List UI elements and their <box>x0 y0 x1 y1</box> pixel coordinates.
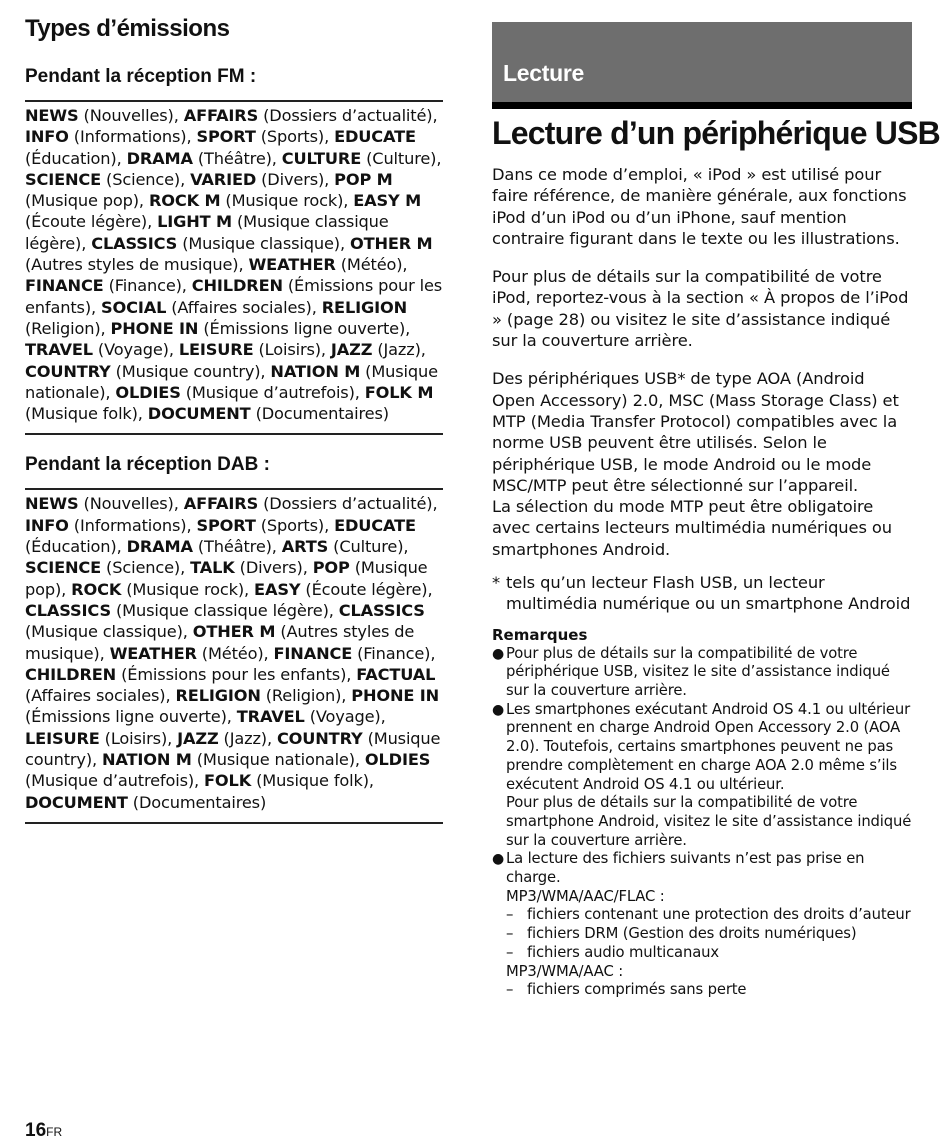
genre-code: FINANCE <box>273 643 353 663</box>
genre-description: (Musique pop), <box>25 191 149 211</box>
paragraph-ipod: Dans ce mode d’emploi, « iPod » est utilisé pour faire référence, de manière générale, aux fonctions iPod d’un iPod ou d’un iPhone, sauf mention contraire figurant dans le texte ou les illustrations. <box>492 165 907 248</box>
format-group-label: MP3/WMA/AAC : <box>506 962 624 980</box>
dash-mark: – <box>506 981 514 999</box>
genre-code: ARTS <box>281 537 329 557</box>
genre-code: WEATHER <box>109 643 197 663</box>
remark-text: Pour plus de détails sur la compatibilité de votre périphérique USB, visitez le site d’assistance indiqué sur la couverture arrière. <box>506 644 890 700</box>
paragraph-mtp: La sélection du mode MTP peut être obligatoire avec certains lecteurs multimédia numériques ou smartphones Android. <box>492 497 892 559</box>
genre-code: TRAVEL <box>25 340 93 360</box>
genre-description: (Musique classique légère), <box>25 212 389 253</box>
genre-description: (Voyage), <box>304 707 386 727</box>
genre-code: CHILDREN <box>25 664 117 684</box>
genre-description: (Musique pop), <box>25 558 428 599</box>
genre-description: (Musique rock), <box>121 579 255 599</box>
dash-mark: – <box>506 906 514 924</box>
genre-description: (Musique rock), <box>220 191 354 211</box>
genre-code: ROCK M <box>148 191 221 211</box>
remark-item <box>492 850 912 1000</box>
genre-code: EASY <box>254 579 301 599</box>
genre-description: (Autres styles de musique), <box>25 622 415 663</box>
genre-description: (Voyage), <box>92 340 179 360</box>
right-column <box>492 22 940 1000</box>
genre-code: POP <box>312 558 350 578</box>
genre-code: DOCUMENT <box>25 792 128 812</box>
genre-description: (Météo), <box>196 643 274 663</box>
genre-description: (Jazz), <box>218 728 277 748</box>
genre-code: OTHER M <box>349 233 433 253</box>
genre-description: (Affaires sociales), <box>166 297 322 317</box>
footnote-text: tels qu’un lecteur Flash USB, un lecteur multimédia numérique ou un smartphone Android <box>506 573 911 614</box>
genre-code: EASY M <box>353 191 422 211</box>
unsupported-text: fichiers audio multicanaux <box>527 943 719 961</box>
genre-description: (Science), <box>101 169 191 189</box>
bullet-icon: ● <box>492 851 505 868</box>
genre-code: PHONE IN <box>110 318 199 338</box>
genre-description: (Musique country), <box>25 728 441 770</box>
fm-heading: Pendant la réception FM : <box>25 66 257 87</box>
paragraph-usb: Des périphériques USB* de type AOA (Android Open Accessory) 2.0, MSC (Mass Storage Class) et MTP (Media Transfer Protocol) compatibles avec la norme USB peuvent être utilisés. Selon le périphérique USB, le mode Android ou le mode MSC/MTP peut être sélectionné sur l’appareil. <box>492 369 899 495</box>
genre-description: (Écoute légère), <box>25 212 158 232</box>
genre-code: JAZZ <box>330 340 373 360</box>
genre-code: COUNTRY <box>276 728 363 748</box>
unsupported-item <box>506 925 912 944</box>
genre-code: FINANCE <box>25 276 104 296</box>
genre-description: (Sports), <box>255 127 335 147</box>
genre-description: (Musique d’autrefois), <box>25 771 205 791</box>
genre-description: (Musique nationale), <box>25 361 438 402</box>
genre-code: DOCUMENT <box>147 404 251 424</box>
unsupported-text: fichiers comprimés sans perte <box>527 981 747 999</box>
genre-code: SCIENCE <box>25 558 102 578</box>
genre-code: NEWS <box>25 106 79 125</box>
genre-description: (Documentaires) <box>250 404 389 424</box>
genre-code: RELIGION <box>175 686 261 706</box>
genre-code: SCIENCE <box>25 169 102 189</box>
chapter-banner <box>492 22 912 109</box>
genre-description: (Dossiers d’actualité), <box>258 494 438 514</box>
genre-code: SOCIAL <box>100 297 167 317</box>
genre-code: LEISURE <box>25 728 100 748</box>
genre-description: (Nouvelles), <box>78 494 184 514</box>
genre-description: (Théâtre), <box>192 537 282 557</box>
page-number-value: 16 <box>25 1120 47 1141</box>
footnote-mark: * <box>492 573 501 593</box>
genre-code: CLASSICS <box>338 600 425 620</box>
remark-item <box>492 645 912 701</box>
genre-description: (Divers), <box>234 558 313 578</box>
genre-description: (Informations), <box>68 127 197 147</box>
genre-code: RELIGION <box>321 297 407 317</box>
genre-code: OTHER M <box>192 622 276 642</box>
genre-code: CLASSICS <box>25 600 111 620</box>
genre-description: (Nouvelles), <box>78 106 184 125</box>
genre-code: CHILDREN <box>191 276 283 296</box>
genre-code: FOLK M <box>364 382 434 402</box>
fm-genre-list <box>25 105 443 424</box>
genre-description: (Sports), <box>255 515 335 535</box>
genre-description: (Loisirs), <box>253 340 331 360</box>
genre-description: (Culture), <box>361 148 442 168</box>
format-group-label: MP3/WMA/AAC/FLAC : <box>506 887 665 905</box>
genre-description: (Affaires sociales), <box>25 686 176 706</box>
bullet-icon: ● <box>492 701 505 718</box>
section-title: Types d’émissions <box>25 15 230 42</box>
genre-description: (Finance), <box>103 276 192 296</box>
genre-description: (Musique folk), <box>251 771 374 791</box>
genre-code: OLDIES <box>364 750 431 770</box>
genre-code: PHONE IN <box>351 686 440 706</box>
genre-description: (Météo), <box>335 255 408 275</box>
genre-code: ROCK <box>71 579 122 599</box>
footnote <box>492 572 912 615</box>
genre-description: (Émissions ligne ouverte), <box>198 318 411 338</box>
genre-code: JAZZ <box>177 728 219 748</box>
genre-code: NATION M <box>270 361 361 381</box>
chapter-title: Lecture <box>503 60 584 86</box>
genre-description: (Musique classique), <box>177 233 350 253</box>
genre-code: NEWS <box>25 494 79 514</box>
genre-description: (Divers), <box>256 169 335 189</box>
genre-description: (Autres styles de musique), <box>25 255 249 275</box>
genre-description: (Musique classique légère), <box>110 600 339 620</box>
unsupported-text: fichiers DRM (Gestion des droits numériques) <box>527 925 857 943</box>
genre-code: FACTUAL <box>356 664 436 684</box>
genre-code: CLASSICS <box>91 233 178 253</box>
page-language: FR <box>46 1125 63 1139</box>
genre-code: POP M <box>334 169 393 189</box>
dash-mark: – <box>506 925 514 943</box>
genre-code: EDUCATE <box>334 127 416 147</box>
genre-description: (Loisirs), <box>99 728 178 748</box>
genre-code: NATION M <box>102 750 192 770</box>
page-title: Lecture d’un périphérique USB <box>492 115 940 151</box>
genre-code: CULTURE <box>281 148 362 168</box>
genre-description: (Musique nationale), <box>191 750 365 770</box>
genre-description: (Religion), <box>25 318 111 338</box>
genre-code: SPORT <box>196 127 256 147</box>
genre-description: (Émissions ligne ouverte), <box>25 707 237 727</box>
paragraph-compat: Pour plus de détails sur la compatibilité de votre iPod, reportez-vous à la section « À propos de l’iPod » (page 28) ou visitez le site d’assistance indiqué sur la couverture arrière. <box>492 267 909 351</box>
genre-code: WEATHER <box>248 255 336 275</box>
genre-description: (Science), <box>101 558 191 578</box>
unsupported-item <box>506 906 912 925</box>
genre-description: (Religion), <box>260 686 352 706</box>
remark-text: Les smartphones exécutant Android OS 4.1 ou ultérieur prennent en charge Android Open Accessory 2.0 (AOA 2.0). Toutefois, certains smartphones peuvent ne pas prendre complètement en charge AOA 2.0 même s’ils exécutent Android OS 4.1 ou ultérieur. <box>506 700 911 793</box>
genre-description: (Écoute légère), <box>300 579 433 599</box>
page-number <box>25 1120 62 1142</box>
genre-description: (Jazz), <box>372 340 426 360</box>
genre-code: FOLK <box>204 771 252 791</box>
genre-description: (Dossiers d’actualité), <box>258 106 438 125</box>
genre-code: EDUCATE <box>334 515 416 535</box>
genre-description: (Finance), <box>352 643 436 663</box>
genre-code: INFO <box>25 515 69 535</box>
genre-code: VARIED <box>190 169 257 189</box>
genre-description: (Documentaires) <box>127 792 267 812</box>
unsupported-text: fichiers contenant une protection des droits d’auteur <box>527 906 911 924</box>
dash-mark: – <box>506 943 514 961</box>
genre-code: INFO <box>25 127 69 147</box>
genre-code: TRAVEL <box>236 707 305 727</box>
genre-description: (Musique d’autrefois), <box>180 382 365 402</box>
unsupported-item <box>506 981 912 1000</box>
genre-code: LEISURE <box>178 340 254 360</box>
genre-description: (Musique classique), <box>25 622 193 642</box>
genre-description: (Musique folk), <box>25 404 148 424</box>
genre-code: AFFAIRS <box>183 106 259 125</box>
left-column <box>25 14 443 824</box>
genre-description: (Théâtre), <box>192 148 282 168</box>
remark-item <box>492 701 912 851</box>
genre-code: AFFAIRS <box>183 494 259 514</box>
genre-description: (Éducation), <box>25 537 127 557</box>
genre-code: SPORT <box>196 515 256 535</box>
genre-description: (Émissions pour les enfants), <box>25 276 443 317</box>
genre-description: (Musique country), <box>110 361 271 381</box>
genre-code: TALK <box>190 558 235 578</box>
remarks-heading: Remarques <box>492 625 588 644</box>
genre-code: COUNTRY <box>25 361 111 381</box>
genre-description: (Informations), <box>68 515 197 535</box>
divider <box>25 822 443 824</box>
dab-genre-list <box>25 493 443 812</box>
remark-text: Pour plus de détails sur la compatibilité de votre smartphone Android, visitez le site d’assistance indiqué sur la couverture arrière. <box>506 794 912 849</box>
genre-description: (Éducation), <box>25 148 127 168</box>
bullet-icon: ● <box>492 645 505 662</box>
genre-code: DRAMA <box>126 148 193 168</box>
genre-description: (Culture), <box>328 537 409 557</box>
remark-text: La lecture des fichiers suivants n’est pas prise en charge. <box>506 850 865 887</box>
dab-heading: Pendant la réception DAB : <box>25 454 270 476</box>
genre-code: DRAMA <box>126 537 193 557</box>
unsupported-item <box>506 944 912 963</box>
genre-description: (Émissions pour les enfants), <box>116 664 357 684</box>
genre-code: LIGHT M <box>157 212 232 232</box>
genre-code: OLDIES <box>115 382 181 402</box>
